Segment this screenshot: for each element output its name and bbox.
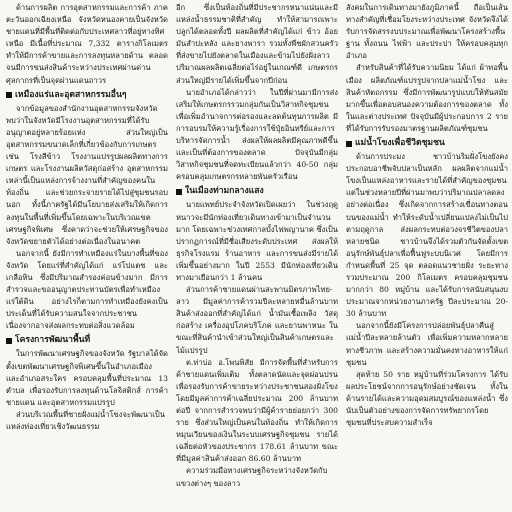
section-heading xyxy=(6,89,168,102)
column-1 xyxy=(6,2,168,512)
section-heading-text: เหมืองแร่และอุตสาหกรรมอื่นๆ xyxy=(15,89,127,100)
column-2 xyxy=(176,2,338,512)
article-paragraph: ในการพัฒนาเศรษฐกิจของจังหวัด รัฐบาลได้จัดตั้งเขตพัฒนาเศรษฐกิจพิเศษขึ้นในอำเภอเมือง และอำเภอสระใคร ครอบคลุมพื้นที่ประมาณ 13 ตำบล เพื่อรองรับการลงทุนด้านโลจิสติกส์ การค้าชายแดน และอุตสาหกรรมแปรรูป xyxy=(6,349,168,407)
article-paragraph: นายอำเภอได้กล่าวว่า ในปีที่ผ่านมามีการส่งเสริมให้เกษตรกรรวมกลุ่มกันเป็นวิสาหกิจชุมชน เพื่อเพิ่มอำนาจการต่อรองและลดต้นทุนการผลิต มีการอบรมให้ความรู้เรื่องการใช้ปุ๋ยอินทรีย์และการบริหารจัดการน้ำ ส่งผลให้ผลผลิตมีคุณภาพดีขึ้นและเป็นที่ต้องการของตลาด ปัจจุบันมีกลุ่มวิสาหกิจชุมชนที่จดทะเบียนแล้วกว่า 40-50 กลุ่ม ครอบคลุมเกษตรกรหลายพันครัวเรือน xyxy=(176,87,338,182)
article-paragraph: อีก ซึ่งเป็นท้องถิ่นที่มีประชากรหนาแน่นและมีแหล่งน้ำธรรมชาติที่สำคัญ ทำให้สามารถเพาะปลูกได้ตลอดทั้งปี ผลผลิตที่สำคัญได้แก่ ข้าว อ้อย มันสำปะหลัง และยางพารา รวมทั้งพืชผักสวนครัวที่ส่งขายไปยังตลาดในเมืองและข้ามไปยังฝั่งลาว ปริมาณผลผลิตเฉลี่ยต่อไร่อยู่ในเกณฑ์ดี เกษตรกรส่วนใหญ่มีรายได้เพิ่มขึ้นจากปีก่อน xyxy=(176,3,338,85)
section-heading xyxy=(346,137,508,150)
article-paragraph: ส่วนบริเวณพื้นที่ชายฝั่งแม่น้ำโขงจะพัฒนาเป็นแหล่งท่องเที่ยวเชิงวัฒนธรรม xyxy=(6,409,165,431)
article-paragraph: ด้านการประมง ชาวบ้านริมฝั่งโขงยังคงประกอบอาชีพจับปลาเป็นหลัก ผลผลิตจากแม่น้ำโขงเป็นแหล่งอาหารและรายได้ที่สำคัญของชุมชน แต่ในช่วงหลายปีที่ผ่านมาพบว่าปริมาณปลาลดลงอย่างต่อเนื่อง ซึ่งเกิดจากการสร้างเขื่อนทางตอนบนของแม่น้ำ ทำให้ระดับน้ำเปลี่ยนแปลงไม่เป็นไปตามฤดูกาล ส่งผลกระทบต่อวงจรชีวิตของปลาหลายชนิด ชาวบ้านจึงได้รวมตัวกันจัดตั้งเขตอนุรักษ์พันธุ์ปลาเพื่อฟื้นฟูระบบนิเวศ โดยมีการกำหนดพื้นที่ 25 จุด ตลอดแนวชายฝั่ง ระยะทางรวมประมาณ 200 กิโลเมตร ครอบคลุมชุมชนมากกว่า 80 หมู่บ้าน และได้รับการสนับสนุนงบประมาณจากหน่วยงานภาครัฐ ปีละประมาณ 20-30 ล้านบาท xyxy=(346,152,508,319)
section-heading-text: ในเมืองท่ามกลางแสง xyxy=(185,186,264,197)
article-paragraph: ส่วนการค้าชายแดนผ่านสะพานมิตรภาพไทย-ลาว มีมูลค่าการค้ารวมปีละหลายหมื่นล้านบาท สินค้าส่งออกที่สำคัญได้แก่ น้ำมันเชื้อเพลิง วัสดุก่อสร้าง เครื่องอุปโภคบริโภค และยานพาหนะ ในขณะที่สินค้านำเข้าส่วนใหญ่เป็นสินค้าเกษตรและไม้แปรรูป xyxy=(176,285,338,355)
bullet-square-icon xyxy=(176,189,182,195)
article-paragraph: ด้านการผลิต การอุตสาหกรรมและการค้า ภาคตะวันออกเฉียงเหนือ จังหวัดหนองคายเป็นจังหวัดชายแดนที่มีพื้นที่ติดต่อกับประเทศลาวที่อยู่ทางทิศเหนือ มีเนื้อที่ประมาณ 7,332 ตารางกิโลเมตร ทำให้มีการค้าขายและการลงทุนหลายด้าน ตลอดจนมีการขนส่งสินค้าระหว่างประเทศผ่านด่านศุลกากรที่เป็นจุดผ่านแดนถาวร xyxy=(6,3,168,85)
bullet-square-icon xyxy=(346,141,352,147)
section-heading xyxy=(6,334,168,347)
article-paragraph: สำหรับสินค้าที่ได้รับความนิยม ได้แก่ ผ้าทอพื้นเมือง ผลิตภัณฑ์แปรรูปจากปลาแม่น้ำโขง และสินค้าหัตถกรรม ซึ่งมีการพัฒนารูปแบบให้ทันสมัยมากขึ้นเพื่อตอบสนองความต้องการของตลาด ทั้งในและต่างประเทศ ปัจจุบันมีผู้ประกอบการ 2 ราย ที่ได้รับการรับรองมาตรฐานผลิตภัณฑ์ชุมชน xyxy=(346,63,508,133)
article-paragraph: ต.ท่าบ่อ อ.โพนพิสัย มีการจัดพื้นที่สำหรับการค้าชายแดนเพิ่มเติม ทั้งตลาดนัดและจุดผ่อนปรน เพื่อรองรับการค้าขายระหว่างประชาชนสองฝั่งโขง โดยมีมูลค่าการค้าเฉลี่ยประมาณ 200 ล้านบาทต่อปี จากการสำรวจพบว่ามีผู้ค้ารายย่อยกว่า 300 ราย ซึ่งส่วนใหญ่เป็นคนในท้องถิ่น ทำให้เกิดการหมุนเวียนของเงินในระบบเศรษฐกิจชุมชน รายได้เฉลี่ยต่อหัวของประชากร 178.61 ล้านบาท ขณะที่มีมูลค่าสินค้าส่งออก 86.60 ล้านบาท xyxy=(176,357,338,464)
section-heading xyxy=(176,185,338,198)
article-paragraph: ความร่วมมือทางเศรษฐกิจระหว่างจังหวัดกับแขวงต่างๆ ของลาว xyxy=(176,466,328,488)
article-paragraph: สังคมในการเดินทางมายังภูมิภาคนี้ ถือเป็นเส้นทางสำคัญที่เชื่อมโยงระหว่างประเทศ จังหวัดจึงได้รับการจัดสรรงบประมาณเพื่อพัฒนาโครงสร้างพื้นฐาน ทั้งถนน ไฟฟ้า และประปา ให้ครอบคลุมทุกอำเภอ xyxy=(346,3,508,61)
section-heading-text: แม่น้ำโขงเพื่อชีวิตชุมชน xyxy=(355,138,445,149)
column-3 xyxy=(346,2,508,512)
bullet-square-icon xyxy=(6,338,12,344)
article-paragraph: นายแพทย์ประจำจังหวัดเปิดเผยว่า ในช่วงฤดูหนาวจะมีนักท่องเที่ยวเดินทางเข้ามาเป็นจำนวนมาก โดยเฉพาะช่วงเทศกาลบั้งไฟพญานาค ซึ่งเป็นปรากฏการณ์ที่มีชื่อเสียงระดับประเทศ ส่งผลให้ธุรกิจโรงแรม ร้านอาหาร และการขนส่งมีรายได้เพิ่มขึ้นอย่างมาก ในปี 2553 มีนักท่องเที่ยวเดินทางมาเยือนกว่า 1 ล้านคน xyxy=(176,200,338,282)
article-paragraph: นอกจากนี้ยังมีโครงการปล่อยพันธุ์ปลาคืนสู่แม่น้ำปีละหลายล้านตัว เพื่อเพิ่มความหลากหลายทางชีวภาพ และสร้างความมั่นคงทางอาหารให้แก่ชุมชน xyxy=(346,321,508,367)
section-heading-text: โครงการพัฒนาพื้นที่ xyxy=(15,335,91,346)
article-paragraph: จากข้อมูลของสำนักงานอุตสาหกรรมจังหวัด พบว่าในจังหวัดมีโรงงานอุตสาหกรรมที่ได้รับอนุญาตอยู่หลายร้อยแห่ง ส่วนใหญ่เป็นอุตสาหกรรมขนาดเล็กที่เกี่ยวข้องกับการเกษตร เช่น โรงสีข้าว โรงงานแปรรูปผลผลิตทางการเกษตร และโรงงานผลิตวัสดุก่อสร้าง อุตสาหกรรมเหล่านี้เป็นแหล่งการจ้างงานที่สำคัญของคนในท้องถิ่น และช่วยกระจายรายได้ไปสู่ชุมชนรอบนอก ทั้งนี้ภาครัฐได้มีนโยบายส่งเสริมให้เกิดการลงทุนในพื้นที่เพิ่มขึ้นโดยเฉพาะในบริเวณเขตเศรษฐกิจพิเศษ ซึ่งคาดว่าจะช่วยให้เศรษฐกิจของจังหวัดขยายตัวได้อย่างต่อเนื่องในอนาคต xyxy=(6,103,168,246)
bullet-square-icon xyxy=(6,92,12,98)
article-paragraph: นอกจากนี้ ยังมีการทำเหมืองแร่ในบางพื้นที่ของจังหวัด โดยแร่ที่สำคัญได้แก่ แร่โปแตช และเกลือหิน ซึ่งมีปริมาณสำรองค่อนข้างมาก มีการสำรวจและขออนุญาตประทานบัตรเพื่อทำเหมืองแร่ใต้ดิน อย่างไรก็ตามการทำเหมืองยังคงเป็นประเด็นที่ได้รับความสนใจจากประชาชน เนื่องจากอาจส่งผลกระทบต่อสิ่งแวดล้อม xyxy=(6,248,168,331)
article-paragraph: สุดท้าย 50 ราย หมู่บ้านที่ร่วมโครงการ ได้รับผลประโยชน์จากการอนุรักษ์อย่างชัดเจน ทั้งในด้านรายได้และความอุดมสมบูรณ์ของแหล่งน้ำ ซึ่งนับเป็นตัวอย่างของการจัดการทรัพยากรโดยชุมชนที่ประสบความสำเร็จ xyxy=(346,369,508,428)
